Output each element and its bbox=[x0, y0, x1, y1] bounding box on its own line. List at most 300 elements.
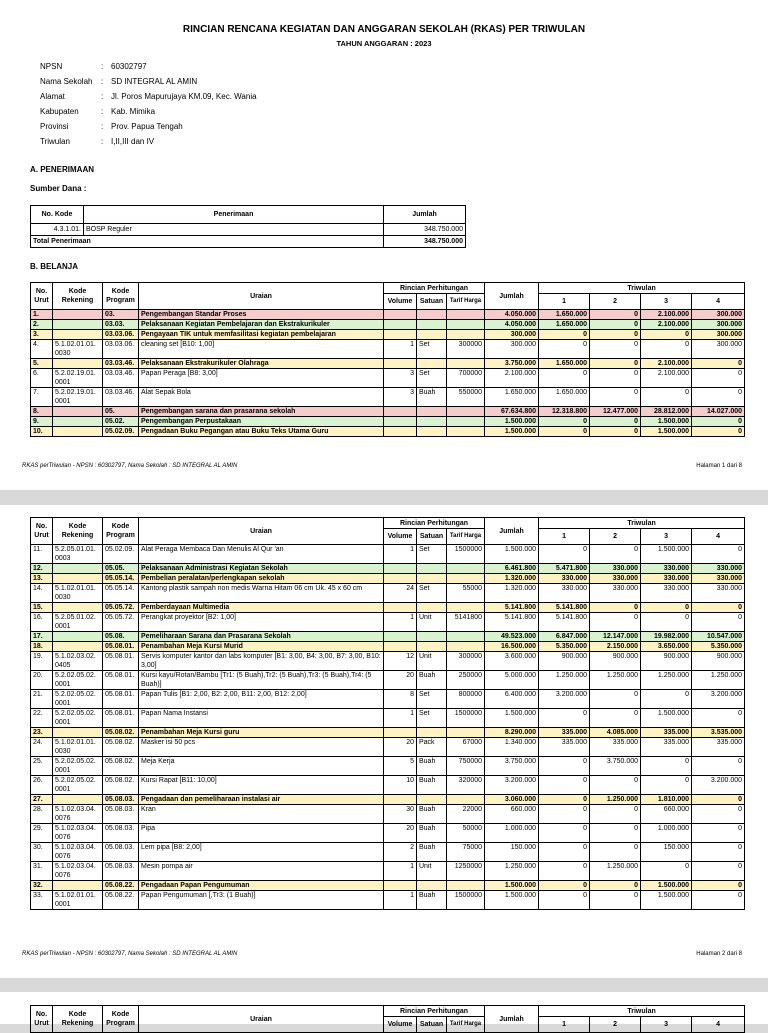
cell-t3: 330.000 bbox=[641, 584, 692, 603]
cell-satuan: Set bbox=[417, 545, 447, 564]
header-t4: 4 bbox=[692, 294, 745, 310]
cell-volume: 2 bbox=[384, 843, 417, 862]
cell-kode-rekening bbox=[53, 632, 103, 642]
cell-volume bbox=[384, 642, 417, 652]
belanja-header bbox=[31, 518, 745, 545]
cell-kode-program: 03.03.06. bbox=[103, 340, 139, 359]
cell-tarif bbox=[447, 642, 485, 652]
cell-t1: 0 bbox=[539, 545, 590, 564]
cell-t2: 2.150.000 bbox=[590, 642, 641, 652]
cell-t2: 330.000 bbox=[590, 584, 641, 603]
cell-kode-rekening: 5.1.02.01.01. 0030 bbox=[53, 738, 103, 757]
cell-t2: 1.250.000 bbox=[590, 862, 641, 881]
cell-t3: 0 bbox=[641, 603, 692, 613]
cell-no: 9. bbox=[31, 417, 53, 427]
header-no-urut: No. Urut bbox=[31, 518, 53, 545]
header-t1: 1 bbox=[539, 529, 590, 545]
cell-kode-rekening: 5.2.02.19.01. 0001 bbox=[53, 388, 103, 407]
cell-kode-rekening: 5.1.02.03.02. 0405 bbox=[53, 652, 103, 671]
cell-volume: 20 bbox=[384, 671, 417, 690]
cell-uraian: Alat Sepak Bola bbox=[139, 388, 384, 407]
header-t2: 2 bbox=[590, 529, 641, 545]
document-subtitle: TAHUN ANGGARAN : 2023 bbox=[336, 39, 432, 48]
header-t3: 3 bbox=[641, 1017, 692, 1033]
cell-no: 11. bbox=[31, 545, 53, 564]
cell-t2: 0 bbox=[590, 709, 641, 728]
cell-t4: 0 bbox=[692, 795, 745, 805]
header-kode-rekening: Kode Rekening bbox=[53, 518, 103, 545]
cell-volume: 1 bbox=[384, 613, 417, 632]
cell-satuan bbox=[417, 359, 447, 369]
cell-jumlah: 5.000.000 bbox=[485, 671, 539, 690]
cell-penerimaan: BOSP Reguler bbox=[84, 224, 384, 236]
cell-no: 14. bbox=[31, 584, 53, 603]
header-t4: 4 bbox=[692, 529, 745, 545]
cell-t3: 0 bbox=[641, 388, 692, 407]
cell-tarif bbox=[447, 632, 485, 642]
header-satuan: Satuan bbox=[417, 1017, 447, 1033]
cell-t1: 0 bbox=[539, 340, 590, 359]
cell-t2: 0 bbox=[590, 690, 641, 709]
cell-kode-rekening: 5.2.02.19.01. 0001 bbox=[53, 369, 103, 388]
cell-no: 20. bbox=[31, 671, 53, 690]
cell-kode-rekening bbox=[53, 795, 103, 805]
cell-kode-rekening bbox=[53, 417, 103, 427]
cell-kode-rekening: 5.1.02.01.01. 0030 bbox=[53, 584, 103, 603]
cell-kode-program: 05.08.03. bbox=[103, 843, 139, 862]
cell-satuan bbox=[417, 642, 447, 652]
cell-jumlah: 1.500.000 bbox=[485, 891, 539, 910]
cell-t2: 0 bbox=[590, 310, 641, 320]
total-label: Total Penerimaan bbox=[31, 236, 384, 248]
table-row bbox=[31, 224, 466, 236]
table-row bbox=[31, 369, 745, 388]
table-row bbox=[31, 824, 745, 843]
cell-volume: 3 bbox=[384, 388, 417, 407]
cell-t3: 0 bbox=[641, 613, 692, 632]
cell-uraian: cleaning set [B10: 1,00] bbox=[139, 340, 384, 359]
section-a-heading: A. PENERIMAAN bbox=[30, 165, 95, 174]
cell-satuan bbox=[417, 320, 447, 330]
total-value: 348.750.000 bbox=[384, 236, 466, 248]
info-label: Provinsi bbox=[40, 122, 69, 131]
cell-uraian: Kursi Rapat [B11: 10,00] bbox=[139, 776, 384, 795]
cell-kode-program: 05.08.22. bbox=[103, 891, 139, 910]
footer-text: RKAS perTriwulan - NPSN : 60302797, Nama Sekolah : SD INTEGRAL AL AMIN bbox=[22, 463, 238, 469]
cell-t2: 12.147.000 bbox=[590, 632, 641, 642]
table-row bbox=[31, 603, 745, 613]
cell-no: 33. bbox=[31, 891, 53, 910]
cell-jumlah: 3.750.000 bbox=[485, 757, 539, 776]
cell-volume: 8 bbox=[384, 690, 417, 709]
cell-jumlah: 1.500.000 bbox=[485, 881, 539, 891]
cell-t4: 0 bbox=[692, 757, 745, 776]
cell-t3: 1.500.000 bbox=[641, 881, 692, 891]
page-1 bbox=[0, 0, 768, 490]
cell-t1: 12.318.800 bbox=[539, 407, 590, 417]
cell-uraian: Pengayaan TIK untuk memfasilitasi kegiatan pembelajaran bbox=[139, 330, 384, 340]
cell-jumlah: 4.050.000 bbox=[485, 320, 539, 330]
cell-uraian: Meja Kerja bbox=[139, 757, 384, 776]
cell-t3: 0 bbox=[641, 330, 692, 340]
header-uraian: Uraian bbox=[139, 1006, 384, 1033]
cell-volume bbox=[384, 310, 417, 320]
cell-t1: 0 bbox=[539, 881, 590, 891]
cell-uraian: Pengembangan Perpustakaan bbox=[139, 417, 384, 427]
belanja-table bbox=[30, 517, 745, 910]
cell-kode-program: 05.08.02. bbox=[103, 728, 139, 738]
header-volume: Volume bbox=[384, 294, 417, 310]
header-uraian: Uraian bbox=[139, 518, 384, 545]
header-jumlah: Jumlah bbox=[485, 283, 539, 310]
header-triwulan: Triwulan bbox=[539, 1006, 745, 1017]
cell-jumlah: 660.000 bbox=[485, 805, 539, 824]
cell-volume: 30 bbox=[384, 805, 417, 824]
cell-no: 32. bbox=[31, 881, 53, 891]
header-kode-program: Kode Program bbox=[103, 283, 139, 310]
cell-uraian: Lem pipa [B8: 2,00] bbox=[139, 843, 384, 862]
cell-no: 1. bbox=[31, 310, 53, 320]
cell-kode-program: 03.03.06. bbox=[103, 330, 139, 340]
cell-satuan: Set bbox=[417, 709, 447, 728]
cell-t2: 0 bbox=[590, 776, 641, 795]
cell-uraian: Kursi kayu/Rotan/Bambu [Tr1: (5 Buah),Tr2: (5 Buah),Tr3: (5 Buah),Tr4: (5 Buah)] bbox=[139, 671, 384, 690]
cell-t4: 0 bbox=[692, 359, 745, 369]
cell-volume: 20 bbox=[384, 738, 417, 757]
header-satuan: Satuan bbox=[417, 294, 447, 310]
cell-t4: 0 bbox=[692, 603, 745, 613]
cell-satuan bbox=[417, 728, 447, 738]
cell-uraian: Pemberdayaan Multimedia bbox=[139, 603, 384, 613]
cell-no: 8. bbox=[31, 407, 53, 417]
cell-tarif bbox=[447, 320, 485, 330]
cell-kode-rekening bbox=[53, 310, 103, 320]
cell-kode-rekening bbox=[53, 564, 103, 574]
cell-t3: 0 bbox=[641, 757, 692, 776]
cell-volume: 1 bbox=[384, 709, 417, 728]
cell-t1: 1.650.000 bbox=[539, 388, 590, 407]
cell-t2: 0 bbox=[590, 613, 641, 632]
cell-satuan bbox=[417, 417, 447, 427]
header-no-urut: No. Urut bbox=[31, 283, 53, 310]
cell-kode-program: 05.08. bbox=[103, 632, 139, 642]
cell-no: 4. bbox=[31, 340, 53, 359]
cell-volume: 1 bbox=[384, 891, 417, 910]
cell-volume bbox=[384, 359, 417, 369]
cell-jumlah: 300.000 bbox=[485, 340, 539, 359]
table-row bbox=[31, 310, 745, 320]
cell-kode-program: 05.05.14. bbox=[103, 574, 139, 584]
cell-tarif: 250000 bbox=[447, 671, 485, 690]
cell-uraian: Masker isi 50 pcs bbox=[139, 738, 384, 757]
cell-no: 16. bbox=[31, 613, 53, 632]
cell-uraian: Pelaksanaan Kegiatan Pembelajaran dan Ekstrakurikuler bbox=[139, 320, 384, 330]
cell-satuan bbox=[417, 310, 447, 320]
cell-t1: 0 bbox=[539, 330, 590, 340]
header-jumlah: Jumlah bbox=[485, 518, 539, 545]
cell-satuan: Set bbox=[417, 369, 447, 388]
cell-t1: 0 bbox=[539, 417, 590, 427]
cell-t3: 0 bbox=[641, 776, 692, 795]
cell-no: 5. bbox=[31, 359, 53, 369]
page-3 bbox=[0, 992, 768, 1028]
cell-kode-rekening bbox=[53, 407, 103, 417]
cell-satuan: Buah bbox=[417, 757, 447, 776]
table-row bbox=[31, 388, 745, 407]
table-row bbox=[31, 862, 745, 881]
cell-kode-rekening: 5.2.02.05.02. 0001 bbox=[53, 709, 103, 728]
belanja-table bbox=[30, 282, 745, 437]
cell-jumlah: 1.250.000 bbox=[485, 862, 539, 881]
cell-t4: 0 bbox=[692, 427, 745, 437]
table-row bbox=[31, 891, 745, 910]
cell-uraian: Pemeliharaan Sarana dan Prasarana Sekolah bbox=[139, 632, 384, 642]
cell-t4: 0 bbox=[692, 805, 745, 824]
info-value: Prov. Papua Tengah bbox=[111, 122, 183, 131]
table-row bbox=[31, 574, 745, 584]
table-row bbox=[31, 330, 745, 340]
cell-kode-rekening bbox=[53, 320, 103, 330]
cell-t1: 0 bbox=[539, 891, 590, 910]
cell-t3: 2.100.000 bbox=[641, 310, 692, 320]
cell-kode-rekening: 5.1.02.03.04. 0076 bbox=[53, 824, 103, 843]
info-row: NPSN : 60302797 bbox=[40, 62, 257, 77]
cell-uraian: Papan Peraga [B8: 3,00] bbox=[139, 369, 384, 388]
cell-t1: 5.141.800 bbox=[539, 603, 590, 613]
cell-jumlah: 49.523.000 bbox=[485, 632, 539, 642]
cell-uraian: Papan Tulis [B1: 2,00, B2: 2,00, B11: 2,00, B12: 2,00] bbox=[139, 690, 384, 709]
cell-tarif: 550000 bbox=[447, 388, 485, 407]
cell-kode-program: 05.08.01. bbox=[103, 671, 139, 690]
header-no-kode: No. Kode bbox=[31, 206, 84, 224]
cell-no: 23. bbox=[31, 728, 53, 738]
info-value: Jl. Poros Mapurujaya KM.09, Kec. Wania bbox=[111, 92, 257, 101]
cell-t1: 1.250.000 bbox=[539, 671, 590, 690]
info-label: Alamat bbox=[40, 92, 65, 101]
cell-no: 27. bbox=[31, 795, 53, 805]
cell-t3: 2.100.000 bbox=[641, 320, 692, 330]
cell-volume bbox=[384, 320, 417, 330]
cell-tarif bbox=[447, 795, 485, 805]
cell-kode-program: 03. bbox=[103, 310, 139, 320]
cell-kode-rekening: 5.2.02.05.02. 0001 bbox=[53, 690, 103, 709]
cell-kode: 4.3.1.01. bbox=[31, 224, 84, 236]
info-label: NPSN bbox=[40, 62, 63, 71]
cell-t1: 0 bbox=[539, 805, 590, 824]
cell-jumlah: 6.400.000 bbox=[485, 690, 539, 709]
cell-t2: 330.000 bbox=[590, 574, 641, 584]
cell-kode-program: 03.03. bbox=[103, 320, 139, 330]
cell-no: 19. bbox=[31, 652, 53, 671]
section-b-heading: B. BELANJA bbox=[30, 262, 79, 271]
cell-kode-rekening: 5.2.05.01.01. 0003 bbox=[53, 545, 103, 564]
cell-satuan: Unit bbox=[417, 613, 447, 632]
cell-t3: 28.812.000 bbox=[641, 407, 692, 417]
belanja-header bbox=[31, 1006, 745, 1033]
info-value: 60302797 bbox=[111, 62, 147, 71]
cell-satuan bbox=[417, 603, 447, 613]
cell-no: 26. bbox=[31, 776, 53, 795]
cell-t1: 900.000 bbox=[539, 652, 590, 671]
cell-jumlah: 4.050.000 bbox=[485, 310, 539, 320]
cell-t1: 0 bbox=[539, 824, 590, 843]
table-row bbox=[31, 407, 745, 417]
cell-volume: 1 bbox=[384, 340, 417, 359]
header-satuan: Satuan bbox=[417, 529, 447, 545]
cell-jumlah: 1.500.000 bbox=[485, 545, 539, 564]
cell-t4: 335.000 bbox=[692, 738, 745, 757]
cell-t4: 0 bbox=[692, 881, 745, 891]
footer-text: RKAS perTriwulan - NPSN : 60302797, Nama Sekolah : SD INTEGRAL AL AMIN bbox=[22, 951, 238, 957]
cell-jumlah: 150.000 bbox=[485, 843, 539, 862]
cell-kode-program: 05.05.14. bbox=[103, 584, 139, 603]
cell-kode-rekening: 5.2.02.05.02. 0001 bbox=[53, 671, 103, 690]
cell-kode-program: 05.02. bbox=[103, 417, 139, 427]
cell-t2: 3.750.000 bbox=[590, 757, 641, 776]
cell-volume: 12 bbox=[384, 652, 417, 671]
cell-kode-program: 05.08.03. bbox=[103, 824, 139, 843]
school-info bbox=[40, 62, 257, 152]
cell-tarif bbox=[447, 359, 485, 369]
cell-jumlah: 1.320.000 bbox=[485, 574, 539, 584]
cell-tarif: 50000 bbox=[447, 824, 485, 843]
cell-satuan: Buah bbox=[417, 671, 447, 690]
cell-t4: 14.027.000 bbox=[692, 407, 745, 417]
page-number: Halaman 1 dari 8 bbox=[696, 463, 742, 469]
cell-volume: 1 bbox=[384, 545, 417, 564]
table-row bbox=[31, 427, 745, 437]
cell-t1: 0 bbox=[539, 369, 590, 388]
cell-tarif: 1500000 bbox=[447, 709, 485, 728]
cell-jumlah: 16.500.000 bbox=[485, 642, 539, 652]
cell-volume bbox=[384, 728, 417, 738]
cell-t2: 335.000 bbox=[590, 738, 641, 757]
header-t2: 2 bbox=[590, 1017, 641, 1033]
cell-tarif: 300000 bbox=[447, 652, 485, 671]
cell-t4: 0 bbox=[692, 417, 745, 427]
cell-kode-rekening bbox=[53, 427, 103, 437]
table-row bbox=[31, 417, 745, 427]
info-value: SD INTEGRAL AL AMIN bbox=[111, 77, 198, 86]
cell-kode-program: 03.03.46. bbox=[103, 369, 139, 388]
cell-t3: 1.500.000 bbox=[641, 709, 692, 728]
header-tarif: Tarif Harga bbox=[447, 1017, 485, 1033]
cell-uraian: Penambahan Meja Kursi Murid bbox=[139, 642, 384, 652]
info-row: Triwulan : I,II,III dan IV bbox=[40, 137, 257, 152]
cell-kode-rekening: 5.1.02.01.01. 0001 bbox=[53, 891, 103, 910]
cell-satuan: Buah bbox=[417, 388, 447, 407]
cell-kode-rekening bbox=[53, 574, 103, 584]
cell-t4: 1.250.000 bbox=[692, 671, 745, 690]
cell-uraian: Kantong plastik sampah non medis Warna Hitam 06 cm Uk. 45 x 60 cm bbox=[139, 584, 384, 603]
table-row bbox=[31, 671, 745, 690]
table-row bbox=[31, 738, 745, 757]
cell-kode-program: 05.08.22. bbox=[103, 881, 139, 891]
cell-no: 12. bbox=[31, 564, 53, 574]
header-volume: Volume bbox=[384, 1017, 417, 1033]
belanja-table bbox=[30, 1005, 745, 1033]
header-rincian: Rincian Perhitungan bbox=[384, 1006, 485, 1017]
cell-kode-rekening: 5.2.02.05.02. 0001 bbox=[53, 776, 103, 795]
cell-no: 2. bbox=[31, 320, 53, 330]
cell-satuan: Set bbox=[417, 584, 447, 603]
cell-tarif bbox=[447, 728, 485, 738]
cell-t2: 0 bbox=[590, 359, 641, 369]
cell-jumlah: 300.000 bbox=[485, 330, 539, 340]
cell-kode-program: 05.05. bbox=[103, 564, 139, 574]
cell-volume bbox=[384, 564, 417, 574]
header-t3: 3 bbox=[641, 529, 692, 545]
cell-t4: 300.000 bbox=[692, 320, 745, 330]
cell-t4: 0 bbox=[692, 891, 745, 910]
cell-t3: 1.500.000 bbox=[641, 417, 692, 427]
cell-kode-rekening bbox=[53, 642, 103, 652]
cell-volume bbox=[384, 574, 417, 584]
cell-uraian: Servis komputer kantor dan labs komputer [B1: 3,00, B4: 3,00, B7: 3,00, B10: 3,00] bbox=[139, 652, 384, 671]
cell-tarif bbox=[447, 574, 485, 584]
table-row bbox=[31, 776, 745, 795]
cell-t2: 0 bbox=[590, 603, 641, 613]
cell-satuan bbox=[417, 632, 447, 642]
cell-jumlah: 1.320.000 bbox=[485, 584, 539, 603]
cell-volume: 1 bbox=[384, 862, 417, 881]
cell-t2: 0 bbox=[590, 320, 641, 330]
cell-tarif: 5141800 bbox=[447, 613, 485, 632]
cell-kode-program: 05.08.03. bbox=[103, 862, 139, 881]
info-label: Kabupaten bbox=[40, 107, 79, 116]
cell-t1: 1.650.000 bbox=[539, 310, 590, 320]
cell-kode-rekening bbox=[53, 603, 103, 613]
cell-satuan bbox=[417, 574, 447, 584]
cell-tarif: 1500000 bbox=[447, 545, 485, 564]
cell-tarif: 300000 bbox=[447, 340, 485, 359]
header-penerimaan: Penerimaan bbox=[84, 206, 384, 224]
cell-t1: 1.650.000 bbox=[539, 320, 590, 330]
sumber-dana-label: Sumber Dana : bbox=[30, 184, 87, 193]
cell-volume bbox=[384, 427, 417, 437]
cell-no: 3. bbox=[31, 330, 53, 340]
header-jumlah: Jumlah bbox=[485, 1006, 539, 1033]
cell-no: 15. bbox=[31, 603, 53, 613]
page-number: Halaman 2 dari 8 bbox=[696, 951, 742, 957]
cell-t2: 1.250.000 bbox=[590, 671, 641, 690]
cell-t4: 3.200.000 bbox=[692, 690, 745, 709]
cell-satuan: Buah bbox=[417, 843, 447, 862]
cell-t4: 0 bbox=[692, 862, 745, 881]
cell-tarif: 22000 bbox=[447, 805, 485, 824]
penerimaan-table bbox=[30, 205, 466, 248]
cell-kode-program: 05.08.01. bbox=[103, 642, 139, 652]
cell-t1: 5.350.000 bbox=[539, 642, 590, 652]
cell-jumlah: 3.200.000 bbox=[485, 776, 539, 795]
cell-satuan: Unit bbox=[417, 862, 447, 881]
cell-volume bbox=[384, 330, 417, 340]
cell-kode-program: 05.08.01. bbox=[103, 690, 139, 709]
header-tarif: Tarif Harga bbox=[447, 529, 485, 545]
table-row bbox=[31, 652, 745, 671]
cell-jumlah: 1.500.000 bbox=[485, 427, 539, 437]
table-row bbox=[31, 632, 745, 642]
cell-volume bbox=[384, 407, 417, 417]
cell-kode-program: 05.05.72. bbox=[103, 603, 139, 613]
cell-jumlah: 1.500.000 bbox=[485, 417, 539, 427]
cell-t2: 0 bbox=[590, 891, 641, 910]
table-row bbox=[31, 757, 745, 776]
cell-kode-program: 05.08.01. bbox=[103, 652, 139, 671]
cell-t1: 3.200.000 bbox=[539, 690, 590, 709]
cell-t4: 5.350.000 bbox=[692, 642, 745, 652]
cell-kode-program: 05.08.01. bbox=[103, 709, 139, 728]
